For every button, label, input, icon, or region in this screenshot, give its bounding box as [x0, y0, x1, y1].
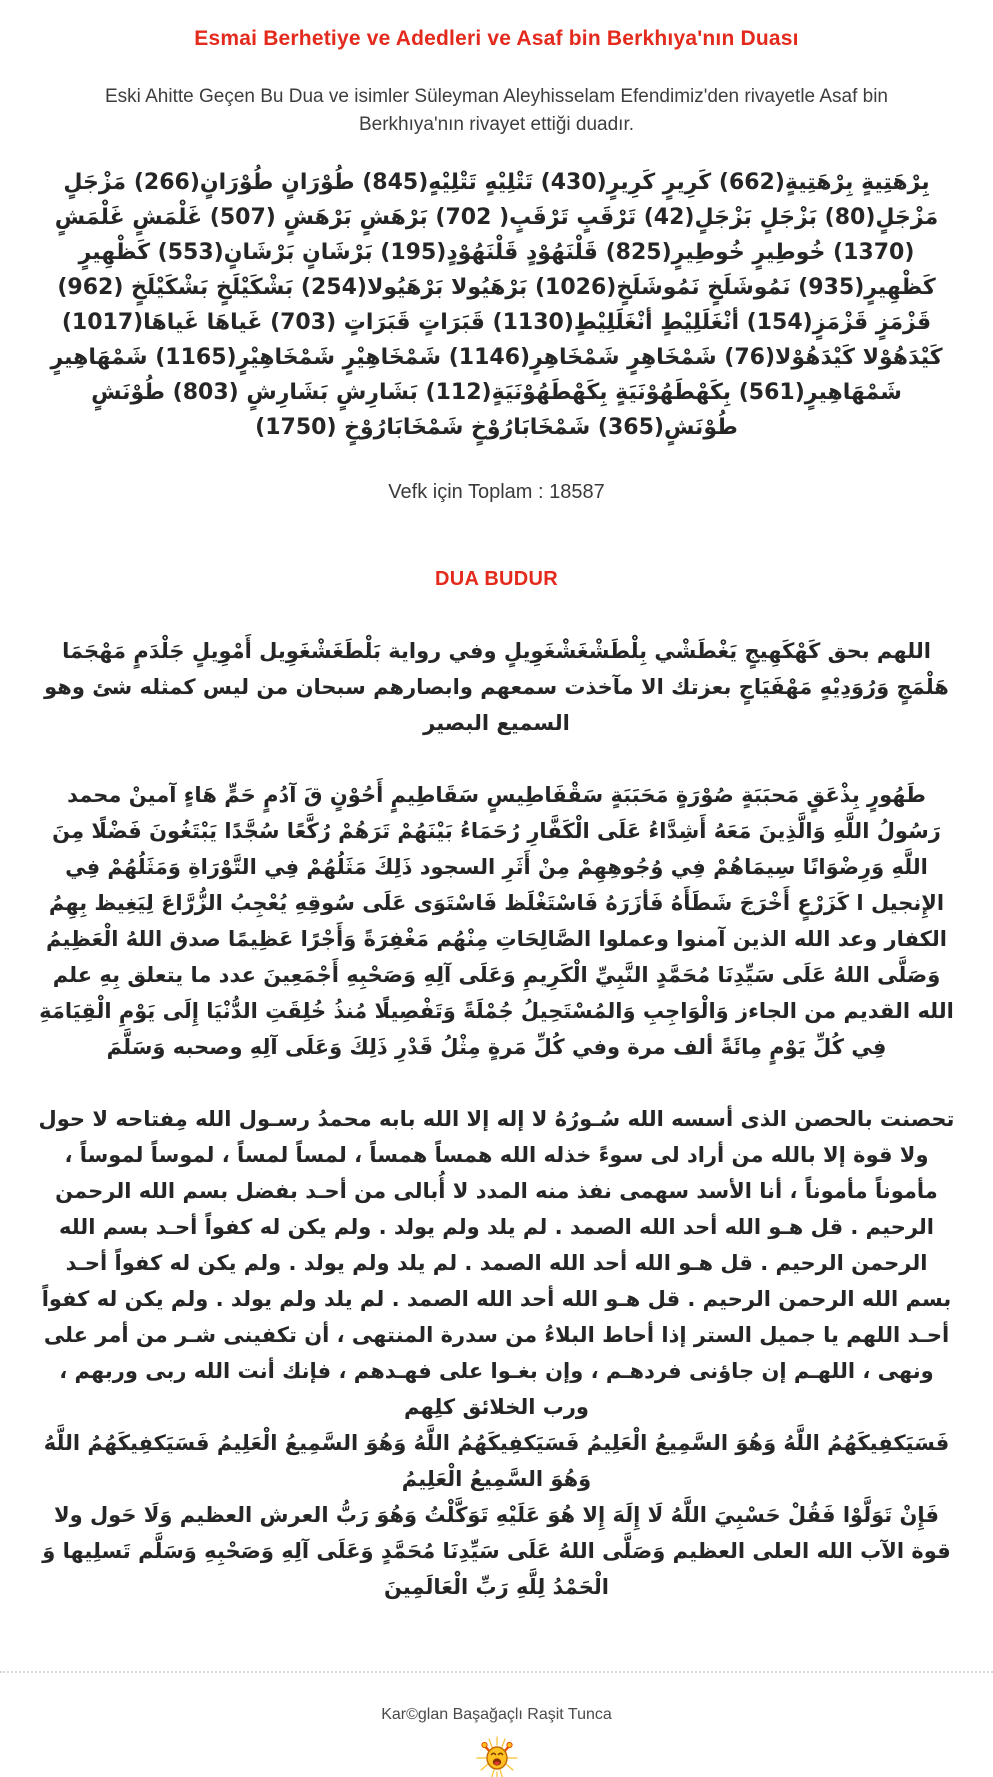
footer-divider [0, 1671, 993, 1673]
intro-text: Eski Ahitte Geçen Bu Dua ve isimler Süleyman Aleyhisselam Efendimiz'den rivayetle Asaf bin Berkhıya'nın rivayet ettiği duadır. [105, 86, 888, 136]
cheering-sun-icon [475, 1736, 519, 1777]
dua-paragraph-6: فَإِنْ تَوَلَّوْا فَقُلْ حَسْبِيَ اللَّهُ لَا إِلَهَ إِلا هُوَ عَلَيْهِ تَوَكَّلْتُ وَهُوَ رَبُّ العرش العظيم وَلَا حَول ولا قوة الآب الله العلى العظيم وَصَلَّى اللهُ عَلَى سَيِّدِنَا مُحَمَّدٍ وَعَلَى آلِهِ وَصَحْبِهِ وَسَلَّم تَسلِيها وَ الْحَمْدُ لِلَّهِ رَبِّ الْعَالَمِينَ [42, 1503, 951, 1600]
dua-paragraph-5: فَسَيَكفِيكَهُمُ اللَّهُ وَهُوَ السَّمِيعُ الْعَلِيمُ فَسَيَكفِيكَهُمُ اللَّهُ وَهُوَ السَّمِيعُ الْعَلِيمُ فَسَيَكفِيكَهُمُ اللَّهُ وَهُوَ السَّمِيعُ الْعَلِيمُ [43, 1431, 950, 1492]
dua-paragraph-4: بسم الله الرحمن الرحيم . قل هـو الله أحد الله الصمد . لم يلد ولم يولد . ولم يكن له كفواً أحـد اللهم يا جميل الستر إذا أحاط البلاءُ من سدرة المنتهى ، أن تكفينى شـر من أمر على ونهى ، اللهـم إن جاؤنى فردهـم ، وإن بغـوا على فهـدهم ، فإنك أنت الله ربى وربهم ، ورب الخلائق كلِهم [41, 1287, 952, 1420]
dua-heading: DUA BUDUR [434, 568, 559, 591]
dua-paragraph-3: تحصنت بالحصن الذى أسسه الله سُـورُهُ لا إله إلا الله بابه محمدُ رسـول الله مِفتاحه لا حول ولا قوة إلا بالله من أراد لى سوءً خذله الله همساً همساً ، لمساً لمساً ، لموساً لموساً ، مأموناً مأموناً ، أنا الأسد سهمى نفذ منه المدد لا أُبالى من أحـد بفضل بسم الله الرحمن الرحيم . قل هـو الله أحد الله الصمد . لم يلد ولم يولد . ولم يكن له كفواً أحـد بسم الله الرحمن الرحيم . قل هـو الله أحد الله الصمد . لم يلد ولم يولد . ولم يكن له كفواً أحـد [38, 1107, 955, 1276]
dua-paragraph-2: طَهُورٍ بِذْعَقٍ مَحبَبَةٍ صُوْرَةٍ مَحَبَبَةٍ سَقْفَاطِيسٍ سَقَاطِيمٍ أَحُوْنٍ قَ آدُمٍ حَمٍّ هَاءٍ آمينْ محمد رَسُولُ اللَّهِ وَالَّذِينَ مَعَهُ أَشِدَّاءُ عَلَى الْكَفَّارِ رُحَمَاءُ بَيْنَهُمْ تَرَهُمْ رُكَّعًا سُجَّدًا يَبْتَغُونَ فَضْلًا مِنَ اللَّهِ وَرِضْوَانًا سِيمَاهُمْ فِي وُجُوهِهِمْ مِنْ أَثَرِ السجود ذَلِكَ مَثَلُهُمْ فِي التَّوْرَاةِ وَمَثَلُهُمْ فِي الإِنجيل ا كَزَرْعٍ أَخْرَجَ شَطَأَهُ فَأزَرَهُ فَاسْتَغْلَظ فَاسْتَوَى عَلَى سُوقِهِ يُعْجِبُ الزُّرَّاعَ لِيَغِيظ بِهِمُ الكفار وعد الله الذين آمنوا وعملوا الصَّالِحَاتِ مِنْهُم مَغْفِرَةً وَأَجْرًا عَظِيمًا صدق اللهُ الْعَظِيمُ وَصَلَّى اللهُ عَلَى سَيِّدِنَا مُحَمَّدٍ النَّبِيِّ الْكَرِيمِ وَعَلَى آلِهِ وَصَحْبِهِ أَجْمَعِينَ عدد ما يتعلق بِهِ علم الله القديم من الجاءز وَالْوَاجِبِ وَالمُسْتَحِيلُ جُمْلَةً وَتَفْصِيلًا مُنذُ خُلِقَتِ الدُّنْيَا إِلَى يَوْمِ الْقِيَامَةِ فِي كُلِّ يَوْمٍ مِائَةً ألف مرة وفي كُلِّ مَرةٍ مِثْلُ قَدْرِ ذَلِكَ وَعَلَى آلِهِ وصحبه وَسَلَّمَ [39, 783, 954, 1060]
page-title: Esmai Berhetiye ve Adedleri ve Asaf bin Berkhıya'nın Duası [194, 27, 799, 51]
vefk-total: Vefk için Toplam : 18587 [388, 481, 605, 504]
esma-names-list: بِرْهَتِيةٍ بِرْهَتِيةٍ(662) كَرِيرٍ كَرِيرٍ(430) تَتْلِيْهٍ تَتْلِيْهٍ(845) طُوْرَانٍ طُوْرَانٍ(266) مَزْجَلٍ مَزْجَلٍ(80) بَزْجَلٍ بَزْجَلٍ(42) تَرْقَبٍ تَرْقَبٍ( 702) بَرْهَشٍ بَرْهَشٍ (507) غَلْمَشٍ غَلْمَشٍ (1370) خُوطِيرٍ خُوطِيرٍ(825) قَلْنَهُوْدٍ قَلْنَهُوْدٍ(195) بَرْشَانٍ بَرْشَانٍ(553) كَظْهِيرٍ كَظْهِيرٍ(935) نَمُوشَلَخٍ نَمُوشَلَخٍ(1026) بَرْهَيُولا بَرْهَيُولا(254) بَشْكَيْلَخٍ بَشْكَيْلَخٍ (962) قَزْمَزٍ قَزْمَزٍ(154) أنْغَلَلِيْطٍ أنْغَلَلِيْطٍ(1130) قَبَرَاتٍ قَبَرَاتٍ (703) غَياهَا غَياهَا(1017) كَيْدَهُوْلا كَيْدَهُوْلا(76) شَمْخَاهِرٍ شَمْخَاهِرٍ(1146) شَمْخَاهِيْرٍ شَمْخَاهِيْرٍ(1165) شَمْهَاهِيرٍ شَمْهَاهِيرٍ(561) بِكَهْطَهُوْنَيَةٍ بِكَهْطَهُوْنَيَةٍ(112) بَشَارِشٍ بَشَارِشٍ (803) طُوْنَشٍ طُوْنَشٍ(365) شَمْخَابَارُوْخٍ شَمْخَابَارُوْخٍ (1750) [50, 170, 943, 441]
dua-section [0, 633, 993, 1605]
dua-paragraph-1: اللهم بحق كَهْكَهِيجٍ يَغْطَشْي بِلْطَشْغَشْغَوِيلٍ وفي رواية بَلْطَغَشْغَوِيل أَمْوِيلٍ جَلْدَمٍ مَهْجَمَا هَلْمَجٍ وَرُوَدِيْهٍ مَهْفَيَاجٍ بعزتك الا مآخذت سمعهم وابصارهم سبحان من ليس كمثله شئ وهو السميع البصير [44, 639, 949, 736]
footer-signature: Kar©glan Başağaçlı Raşit Tunca [381, 1706, 612, 1723]
